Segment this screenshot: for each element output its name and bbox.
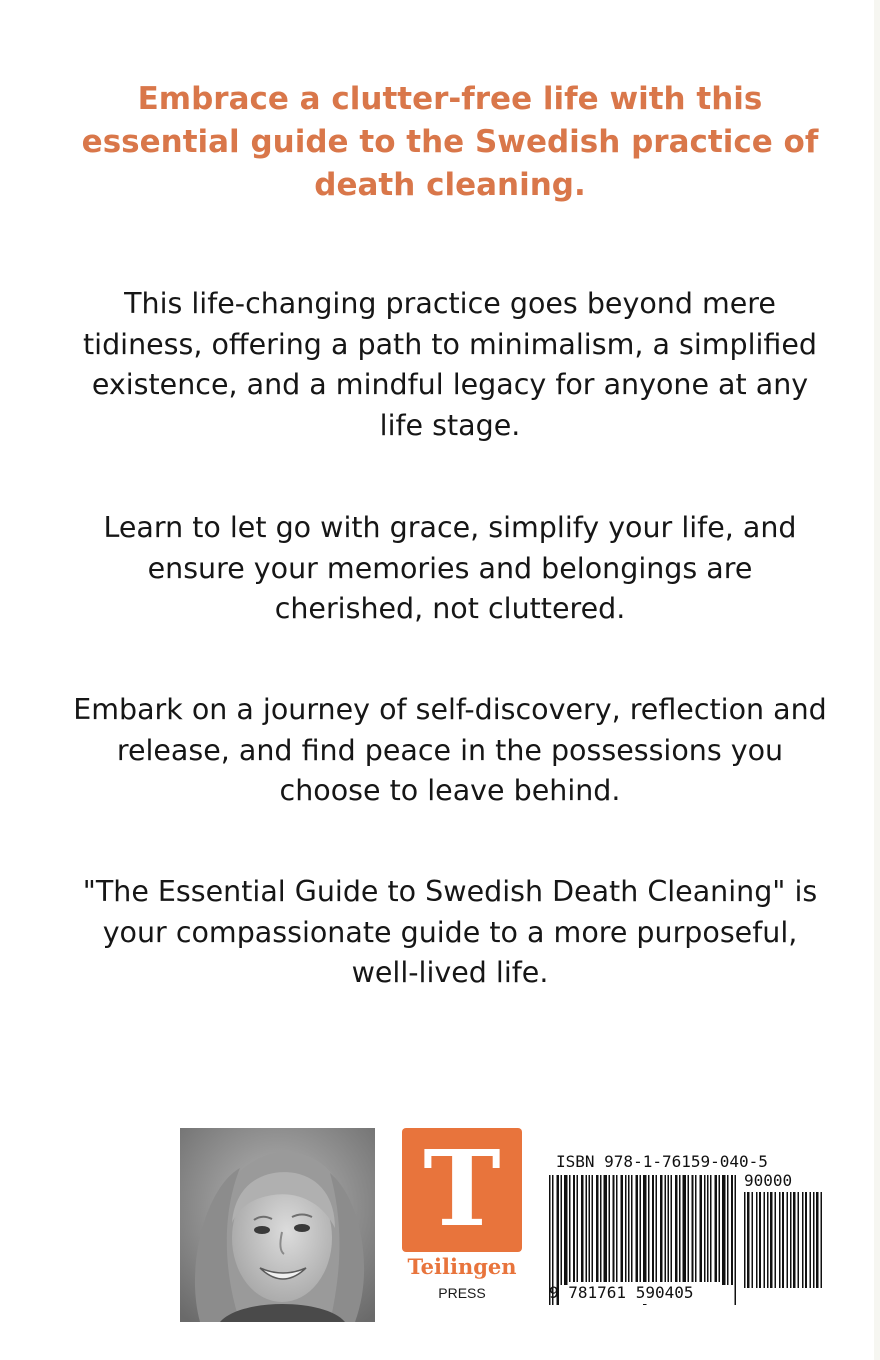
- barcode-bar: [798, 1192, 800, 1288]
- barcode-bar: [747, 1192, 750, 1288]
- barcode-bar: [628, 1175, 630, 1285]
- barcode-bar: [573, 1175, 575, 1285]
- barcode-bar: [589, 1175, 591, 1285]
- barcode-bar: [727, 1175, 729, 1285]
- barcode-bar: [767, 1192, 769, 1288]
- barcode-bar: [683, 1175, 687, 1285]
- barcode-bar: [715, 1175, 718, 1285]
- barcode-bar: [596, 1175, 599, 1285]
- barcode-bar: [564, 1175, 568, 1285]
- barcode-bar: [735, 1175, 737, 1305]
- barcode-bar: [616, 1175, 618, 1285]
- blurb-paragraph: "The Essential Guide to Swedish Death Cleaning" is your compassionate guide to a more purposeful, well-lived life.: [82, 875, 818, 989]
- barcode-bar: [779, 1192, 781, 1288]
- barcode-bar: [744, 1192, 746, 1288]
- barcode-bar: [604, 1175, 608, 1285]
- barcode-bar: [671, 1175, 673, 1285]
- barcode-bar: [692, 1175, 694, 1285]
- barcode-bar: [609, 1175, 611, 1285]
- barcode-bar: [802, 1192, 804, 1288]
- barcode-bar: [561, 1175, 563, 1285]
- publisher-logo: [400, 1128, 524, 1310]
- barcode-bar: [756, 1192, 758, 1288]
- barcode-bar: [816, 1192, 819, 1288]
- barcode-bar: [652, 1175, 654, 1285]
- barcode-bar: [695, 1175, 697, 1285]
- barcode-bar: [577, 1175, 579, 1285]
- isbn-label: ISBN 978-1-76159-040-5: [556, 1152, 768, 1171]
- barcode-bar: [787, 1192, 789, 1288]
- author-portrait-image: [180, 1128, 375, 1322]
- barcode-bar: [665, 1175, 667, 1285]
- barcode-bar: [592, 1175, 594, 1285]
- blurb-paragraph: This life-changing practice goes beyond mere tidiness, offering a path to minimalism, a simplified existence, and a mindful legacy for anyone at any life stage.: [82, 287, 818, 442]
- barcode-bar: [648, 1175, 650, 1285]
- barcode-bar: [731, 1175, 733, 1285]
- barcode-bar: [770, 1192, 773, 1288]
- barcode-bar: [710, 1175, 712, 1285]
- barcode-bar: [631, 1175, 633, 1285]
- barcode-bar: [668, 1175, 670, 1285]
- barcode-bar: [621, 1175, 624, 1285]
- barcode-bar: [636, 1175, 639, 1285]
- barcode-bar: [660, 1175, 663, 1285]
- barcode-bar: [675, 1175, 678, 1285]
- cover-tagline: Embrace a clutter-free life with this essential guide to the Swedish practice of death cleaning.: [81, 81, 819, 203]
- barcode-bar: [600, 1175, 602, 1285]
- barcode-bar: [707, 1175, 709, 1285]
- barcode-bar: [790, 1192, 792, 1288]
- barcode-bar: [752, 1192, 754, 1288]
- blurb-paragraph: Embark on a journey of self-discovery, reflection and release, and find peace in the possessions you choose to leave behind.: [73, 693, 827, 807]
- author-photo: [180, 1128, 375, 1322]
- barcode-bar: [704, 1175, 706, 1285]
- barcode-bar: [719, 1175, 721, 1285]
- publisher-imprint: PRESS: [438, 1285, 486, 1301]
- barcode-bar: [821, 1192, 823, 1288]
- barcode-bar: [759, 1192, 761, 1288]
- ean-digits: 9 781761 590405: [549, 1283, 694, 1302]
- barcode-bar: [613, 1175, 615, 1285]
- barcode-bar: [805, 1192, 807, 1288]
- barcode-bar: [625, 1175, 627, 1285]
- barcode-bar: [700, 1175, 703, 1285]
- barcode-bar: [640, 1175, 642, 1285]
- barcode-bar: [810, 1192, 812, 1288]
- barcode-bar: [722, 1175, 726, 1285]
- blurb-paragraph: Learn to let go with grace, simplify your life, and ensure your memories and belongings are cherished, not cluttered.: [103, 511, 797, 625]
- addon-barcode: [744, 1192, 822, 1288]
- barcode-bar: [569, 1175, 571, 1285]
- barcode-bar: [688, 1175, 690, 1285]
- barcode-bar: [764, 1192, 766, 1288]
- barcode-addon-digits: 90000: [744, 1171, 793, 1190]
- barcode-bar: [679, 1175, 681, 1285]
- barcode-bar: [586, 1175, 588, 1285]
- barcode-bar: [793, 1192, 796, 1288]
- publisher-logo-letter: T: [423, 1127, 501, 1250]
- barcode-bar: [775, 1192, 777, 1288]
- barcode-bar: [813, 1192, 815, 1288]
- publisher-name: Teilingen: [407, 1254, 517, 1279]
- cover-edge: [874, 0, 880, 1360]
- barcode-bar: [656, 1175, 658, 1285]
- barcode-bar: [581, 1175, 584, 1285]
- barcode-bar: [782, 1192, 784, 1288]
- publisher-logo-box: [402, 1128, 522, 1252]
